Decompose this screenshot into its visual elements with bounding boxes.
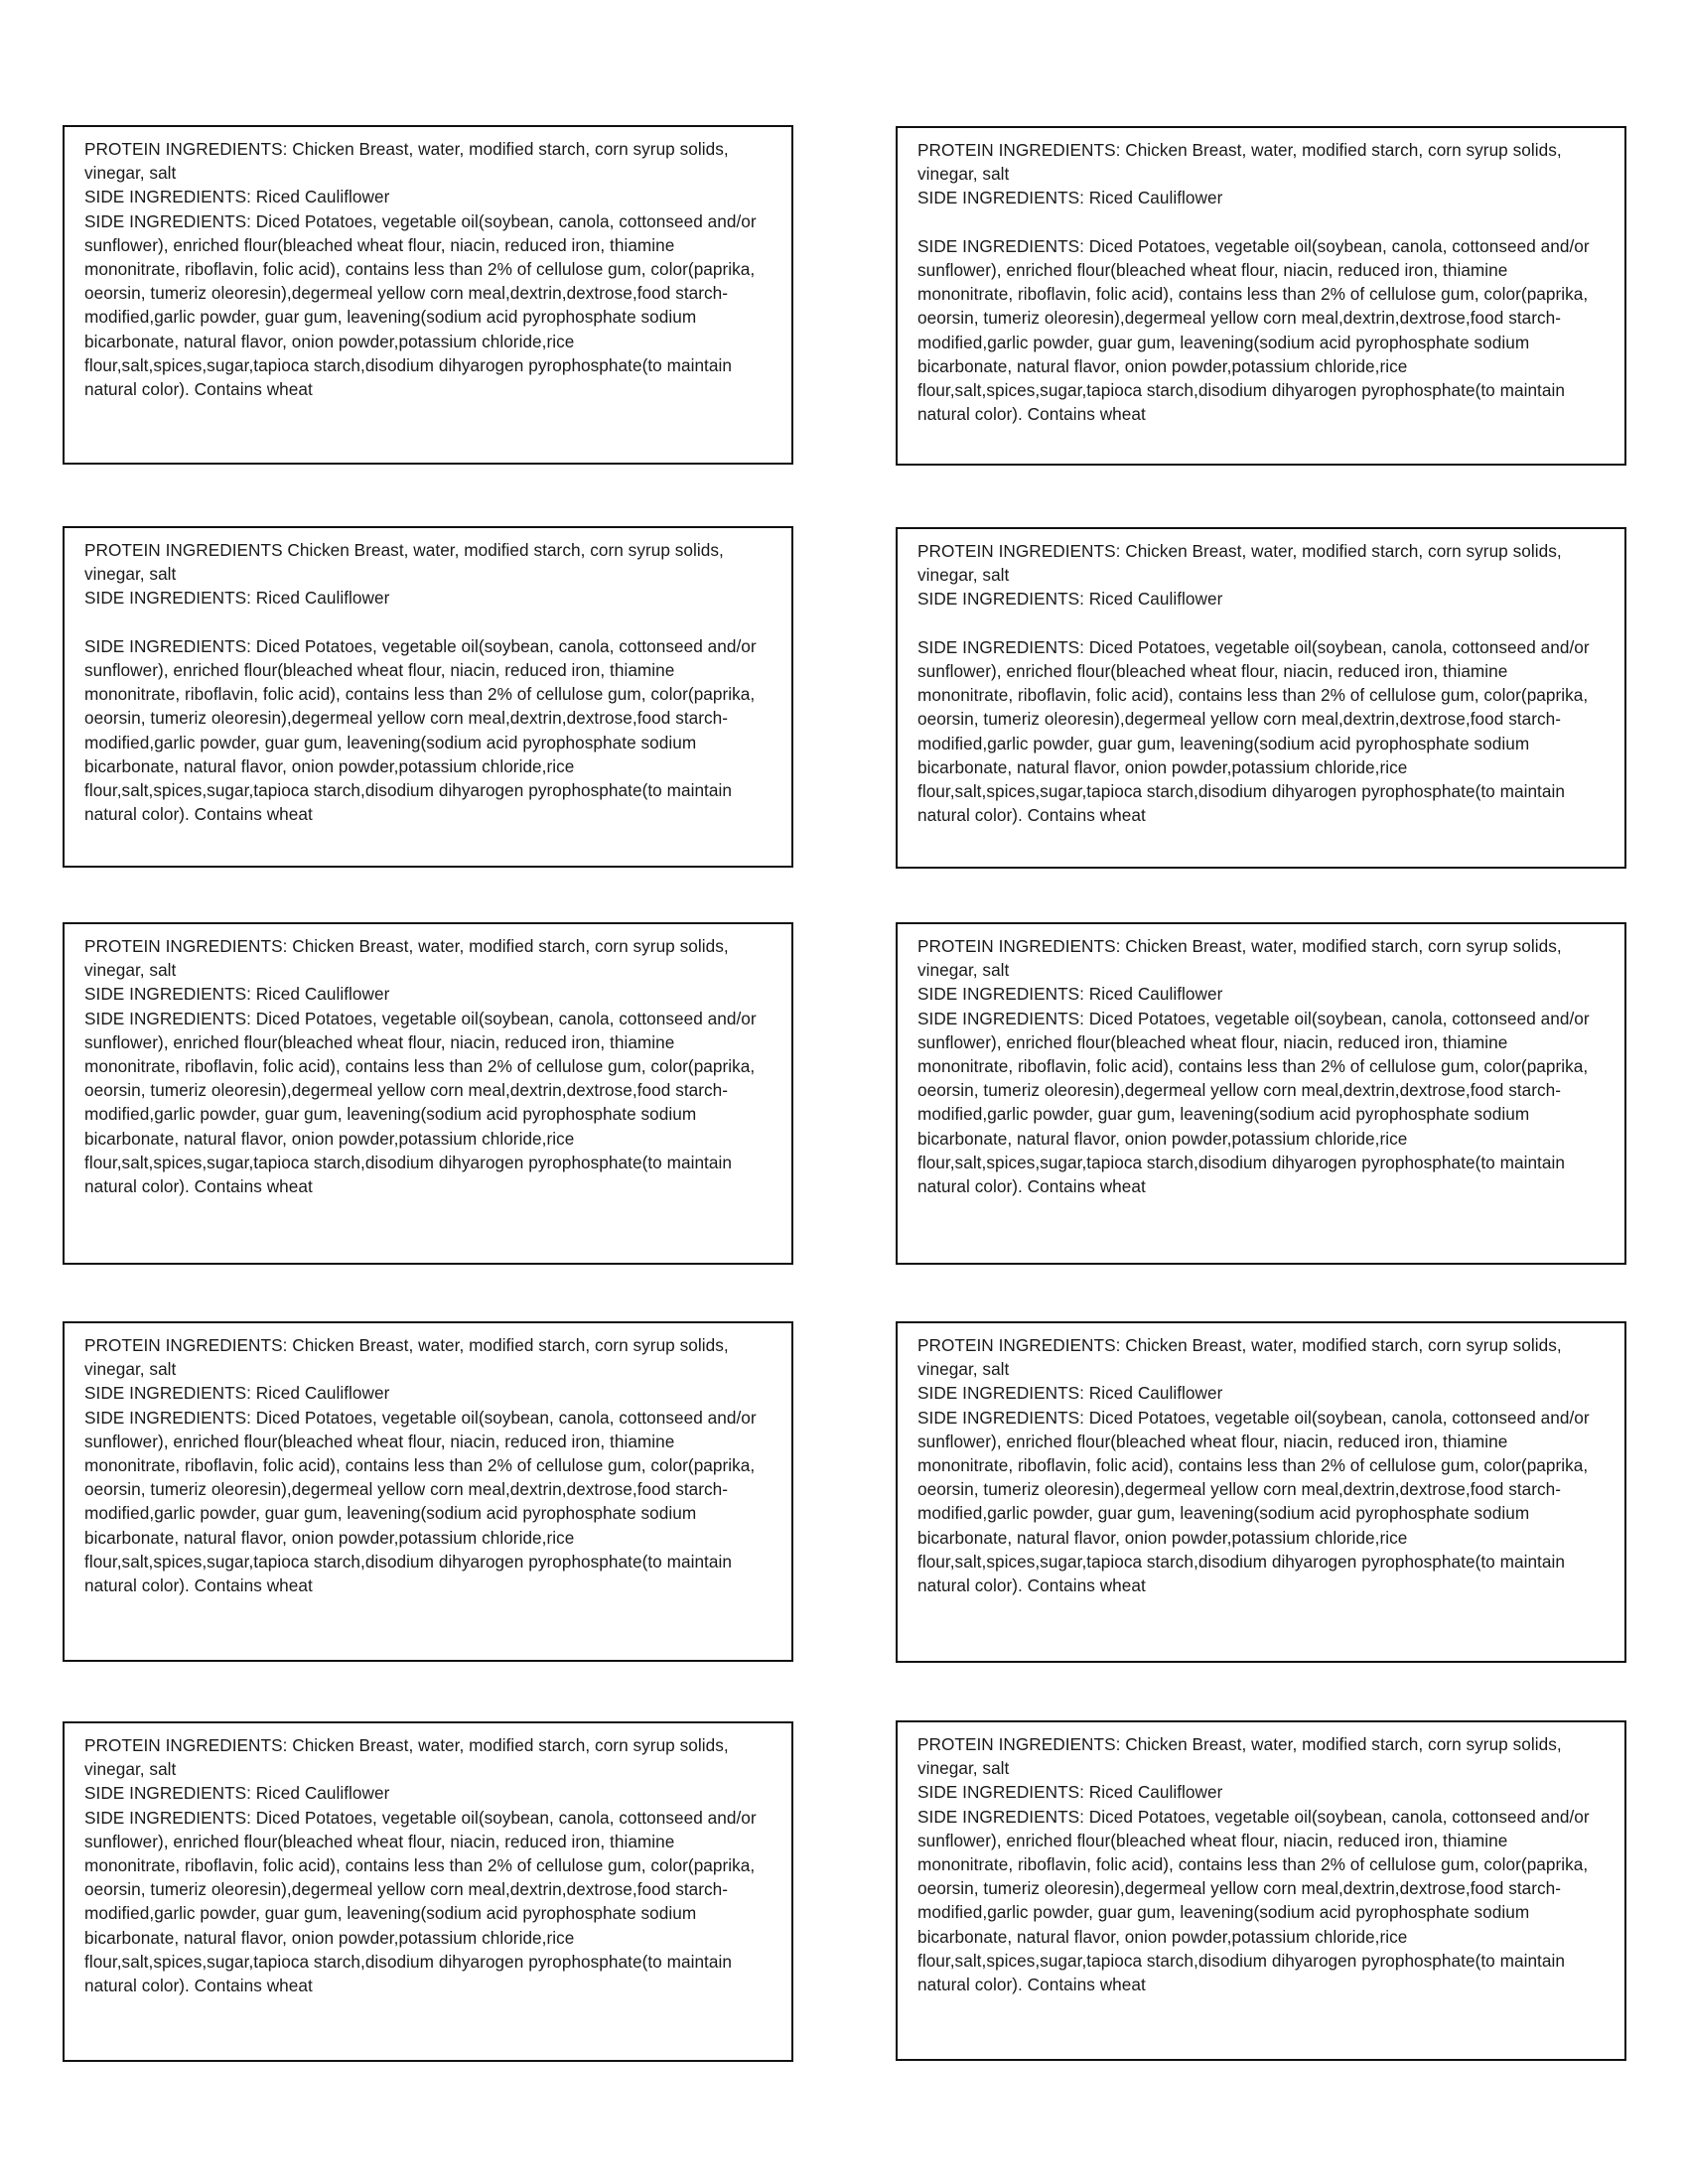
blank-line xyxy=(917,210,1607,234)
side-ingredients-text: SIDE INGREDIENTS: Riced Cauliflower xyxy=(84,1783,390,1804)
side-ingredients-text: SIDE INGREDIENTS: Riced Cauliflower xyxy=(917,188,1223,208)
protein-ingredients-text: PROTEIN INGREDIENTS: Chicken Breast, water, modified starch, corn syrup solids, vinegar, salt xyxy=(917,936,1562,981)
side-ingredients-text: SIDE INGREDIENTS: Riced Cauliflower xyxy=(84,588,390,609)
side-ingredients-text: SIDE INGREDIENTS: Diced Potatoes, vegetable oil(soybean, canola, cottonseed and/or sunflower), enriched flour(bleached wheat flour, niacin, reduced iron, thiamine mononitrate, riboflavin, folic acid), contains less than 2% of cellulose gum, color(paprika, oeorsin, tumeriz oleoresin),degermeal yellow corn meal,dextrin,dextrose,food starch-modified,garlic powder, guar gum, leavening(sodium acid pyrophosphate sodium bicarbonate, natural flavor, onion powder,potassium chloride,rice flour,salt,spices,sugar,tapioca starch,disodium dihyarogen pyrophosphate(to maintain natural color). Contains wheat xyxy=(84,635,757,825)
side-ingredients-text: SIDE INGREDIENTS: Diced Potatoes, vegetable oil(soybean, canola, cottonseed and/or sunflower), enriched flour(bleached wheat flour, niacin, reduced iron, thiamine mononitrate, riboflavin, folic acid), contains less than 2% of cellulose gum, color(paprika, oeorsin, tumeriz oleoresin),degermeal yellow corn meal,dextrin,dextrose,food starch-modified,garlic powder, guar gum, leavening(sodium acid pyrophosphate sodium bicarbonate, natural flavor, onion powder,potassium chloride,rice flour,salt,spices,sugar,tapioca starch,disodium dihyarogen pyrophosphate(to maintain natural color). Contains wheat xyxy=(917,1008,1590,1197)
side-ingredients-text: SIDE INGREDIENTS: Diced Potatoes, vegetable oil(soybean, canola, cottonseed and/or sunflower), enriched flour(bleached wheat flour, niacin, reduced iron, thiamine mononitrate, riboflavin, folic acid), contains less than 2% of cellulose gum, color(paprika, oeorsin, tumeriz oleoresin),degermeal yellow corn meal,dextrin,dextrose,food starch-modified,garlic powder, guar gum, leavening(sodium acid pyrophosphate sodium bicarbonate, natural flavor, onion powder,potassium chloride,rice flour,salt,spices,sugar,tapioca starch,disodium dihyarogen pyrophosphate(to maintain natural color). Contains wheat xyxy=(84,1008,757,1197)
protein-ingredients-text: PROTEIN INGREDIENTS Chicken Breast, water, modified starch, corn syrup solids, vinegar, salt xyxy=(84,540,724,585)
ingredient-label xyxy=(896,1321,1626,1663)
side-ingredients-text: SIDE INGREDIENTS: Diced Potatoes, vegetable oil(soybean, canola, cottonseed and/or sunflower), enriched flour(bleached wheat flour, niacin, reduced iron, thiamine mononitrate, riboflavin, folic acid), contains less than 2% of cellulose gum, color(paprika, oeorsin, tumeriz oleoresin),degermeal yellow corn meal,dextrin,dextrose,food starch-modified,garlic powder, guar gum, leavening(sodium acid pyrophosphate sodium bicarbonate, natural flavor, onion powder,potassium chloride,rice flour,salt,spices,sugar,tapioca starch,disodium dihyarogen pyrophosphate(to maintain natural color). Contains wheat xyxy=(917,1407,1590,1596)
side-ingredients-text: SIDE INGREDIENTS: Diced Potatoes, vegetable oil(soybean, canola, cottonseed and/or sunflower), enriched flour(bleached wheat flour, niacin, reduced iron, thiamine mononitrate, riboflavin, folic acid), contains less than 2% of cellulose gum, color(paprika, oeorsin, tumeriz oleoresin),degermeal yellow corn meal,dextrin,dextrose,food starch-modified,garlic powder, guar gum, leavening(sodium acid pyrophosphate sodium bicarbonate, natural flavor, onion powder,potassium chloride,rice flour,salt,spices,sugar,tapioca starch,disodium dihyarogen pyrophosphate(to maintain natural color). Contains wheat xyxy=(84,1807,757,1996)
side-ingredients-text: SIDE INGREDIENTS: Riced Cauliflower xyxy=(917,589,1223,610)
side-ingredients-text: SIDE INGREDIENTS: Riced Cauliflower xyxy=(917,1782,1223,1803)
ingredient-label xyxy=(896,922,1626,1265)
protein-ingredients-text: PROTEIN INGREDIENTS: Chicken Breast, water, modified starch, corn syrup solids, vinegar, salt xyxy=(84,1735,729,1780)
ingredient-label xyxy=(63,526,793,868)
ingredient-label xyxy=(896,1720,1626,2061)
blank-line xyxy=(917,612,1607,635)
side-ingredients-text: SIDE INGREDIENTS: Riced Cauliflower xyxy=(917,1383,1223,1404)
ingredient-label xyxy=(63,1321,793,1662)
protein-ingredients-text: PROTEIN INGREDIENTS: Chicken Breast, water, modified starch, corn syrup solids, vinegar, salt xyxy=(84,139,729,184)
protein-ingredients-text: PROTEIN INGREDIENTS: Chicken Breast, water, modified starch, corn syrup solids, vinegar, salt xyxy=(917,140,1562,185)
ingredient-label xyxy=(896,527,1626,869)
side-ingredients-text: SIDE INGREDIENTS: Diced Potatoes, vegetable oil(soybean, canola, cottonseed and/or sunflower), enriched flour(bleached wheat flour, niacin, reduced iron, thiamine mononitrate, riboflavin, folic acid), contains less than 2% of cellulose gum, color(paprika, oeorsin, tumeriz oleoresin),degermeal yellow corn meal,dextrin,dextrose,food starch-modified,garlic powder, guar gum, leavening(sodium acid pyrophosphate sodium bicarbonate, natural flavor, onion powder,potassium chloride,rice flour,salt,spices,sugar,tapioca starch,disodium dihyarogen pyrophosphate(to maintain natural color). Contains wheat xyxy=(917,636,1590,826)
protein-ingredients-text: PROTEIN INGREDIENTS: Chicken Breast, water, modified starch, corn syrup solids, vinegar, salt xyxy=(917,1734,1562,1779)
side-ingredients-text: SIDE INGREDIENTS: Riced Cauliflower xyxy=(917,984,1223,1005)
side-ingredients-text: SIDE INGREDIENTS: Diced Potatoes, vegetable oil(soybean, canola, cottonseed and/or sunflower), enriched flour(bleached wheat flour, niacin, reduced iron, thiamine mononitrate, riboflavin, folic acid), contains less than 2% of cellulose gum, color(paprika, oeorsin, tumeriz oleoresin),degermeal yellow corn meal,dextrin,dextrose,food starch-modified,garlic powder, guar gum, leavening(sodium acid pyrophosphate sodium bicarbonate, natural flavor, onion powder,potassium chloride,rice flour,salt,spices,sugar,tapioca starch,disodium dihyarogen pyrophosphate(to maintain natural color). Contains wheat xyxy=(917,1806,1590,1995)
side-ingredients-text: SIDE INGREDIENTS: Riced Cauliflower xyxy=(84,187,390,207)
ingredient-label xyxy=(63,922,793,1265)
blank-line xyxy=(84,611,774,634)
protein-ingredients-text: PROTEIN INGREDIENTS: Chicken Breast, water, modified starch, corn syrup solids, vinegar, salt xyxy=(917,541,1562,586)
side-ingredients-text: SIDE INGREDIENTS: Diced Potatoes, vegetable oil(soybean, canola, cottonseed and/or sunflower), enriched flour(bleached wheat flour, niacin, reduced iron, thiamine mononitrate, riboflavin, folic acid), contains less than 2% of cellulose gum, color(paprika, oeorsin, tumeriz oleoresin),degermeal yellow corn meal,dextrin,dextrose,food starch-modified,garlic powder, guar gum, leavening(sodium acid pyrophosphate sodium bicarbonate, natural flavor, onion powder,potassium chloride,rice flour,salt,spices,sugar,tapioca starch,disodium dihyarogen pyrophosphate(to maintain natural color). Contains wheat xyxy=(84,1407,757,1596)
ingredient-label xyxy=(63,1721,793,2062)
side-ingredients-text: SIDE INGREDIENTS: Diced Potatoes, vegetable oil(soybean, canola, cottonseed and/or sunflower), enriched flour(bleached wheat flour, niacin, reduced iron, thiamine mononitrate, riboflavin, folic acid), contains less than 2% of cellulose gum, color(paprika, oeorsin, tumeriz oleoresin),degermeal yellow corn meal,dextrin,dextrose,food starch-modified,garlic powder, guar gum, leavening(sodium acid pyrophosphate sodium bicarbonate, natural flavor, onion powder,potassium chloride,rice flour,salt,spices,sugar,tapioca starch,disodium dihyarogen pyrophosphate(to maintain natural color). Contains wheat xyxy=(84,210,757,400)
protein-ingredients-text: PROTEIN INGREDIENTS: Chicken Breast, water, modified starch, corn syrup solids, vinegar, salt xyxy=(84,1335,729,1380)
ingredient-label xyxy=(63,125,793,465)
protein-ingredients-text: PROTEIN INGREDIENTS: Chicken Breast, water, modified starch, corn syrup solids, vinegar, salt xyxy=(917,1335,1562,1380)
protein-ingredients-text: PROTEIN INGREDIENTS: Chicken Breast, water, modified starch, corn syrup solids, vinegar, salt xyxy=(84,936,729,981)
ingredient-label xyxy=(896,126,1626,466)
side-ingredients-text: SIDE INGREDIENTS: Riced Cauliflower xyxy=(84,1383,390,1404)
side-ingredients-text: SIDE INGREDIENTS: Riced Cauliflower xyxy=(84,984,390,1005)
side-ingredients-text: SIDE INGREDIENTS: Diced Potatoes, vegetable oil(soybean, canola, cottonseed and/or sunflower), enriched flour(bleached wheat flour, niacin, reduced iron, thiamine mononitrate, riboflavin, folic acid), contains less than 2% of cellulose gum, color(paprika, oeorsin, tumeriz oleoresin),degermeal yellow corn meal,dextrin,dextrose,food starch-modified,garlic powder, guar gum, leavening(sodium acid pyrophosphate sodium bicarbonate, natural flavor, onion powder,potassium chloride,rice flour,salt,spices,sugar,tapioca starch,disodium dihyarogen pyrophosphate(to maintain natural color). Contains wheat xyxy=(917,235,1590,425)
